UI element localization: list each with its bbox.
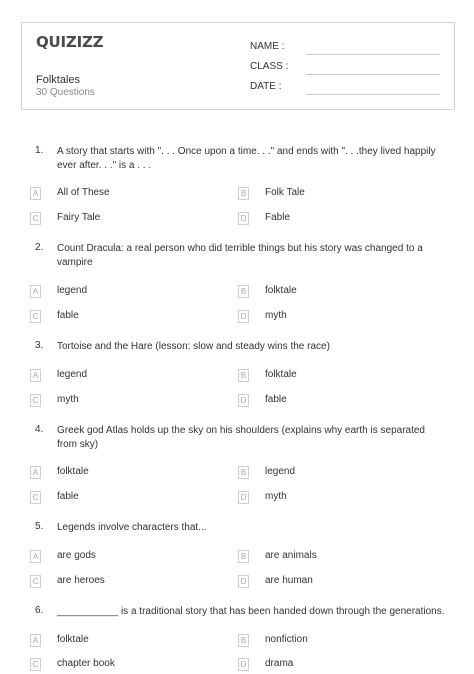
name-label: NAME :	[250, 41, 285, 52]
option-text: myth	[57, 394, 79, 405]
option-text: chapter book	[57, 658, 115, 669]
option-letter: A	[30, 634, 41, 647]
option-text: are human	[265, 575, 313, 586]
option-text: folktale	[57, 466, 89, 477]
question-number: 4.	[35, 424, 44, 435]
option-letter: B	[238, 634, 249, 647]
option-letter: D	[238, 575, 249, 588]
question-text: Count Dracula: a real person who did terrible things but his story was changed to a vampire	[57, 243, 423, 268]
question-number: 6.	[35, 605, 44, 616]
option-text: Fairy Tale	[57, 212, 101, 223]
option-text: fable	[265, 394, 287, 405]
class-label: CLASS :	[250, 61, 289, 72]
option-letter: C	[30, 491, 41, 504]
question-text: Greek god Atlas holds up the sky on his shoulders (explains why earth is separated from sky)	[57, 425, 425, 450]
name-line	[306, 54, 440, 55]
option-letter: C	[30, 575, 41, 588]
date-field[interactable]	[250, 81, 440, 95]
question-text: ___________ is a traditional story that has been handed down through the generations.	[57, 606, 445, 617]
option-letter: D	[238, 310, 249, 323]
date-label: DATE :	[250, 81, 282, 92]
option-text: folktale	[57, 634, 89, 645]
option-text: drama	[265, 658, 294, 669]
worksheet-header	[21, 22, 455, 110]
class-line	[306, 74, 440, 75]
option-letter: A	[30, 550, 41, 563]
question-text: Tortoise and the Hare (lesson: slow and steady wins the race)	[57, 341, 330, 352]
option-text: folktale	[265, 285, 297, 296]
question-text: A story that starts with ". . . Once upon a time. . ." and ends with ". . .they lived happily ever after. . ." is a . . .	[57, 146, 436, 171]
option-text: are heroes	[57, 575, 105, 586]
option-letter: A	[30, 466, 41, 479]
option-text: myth	[265, 491, 287, 502]
class-field[interactable]	[250, 61, 440, 75]
option-letter: D	[238, 394, 249, 407]
option-text: All of These	[57, 187, 110, 198]
option-text: legend	[57, 285, 88, 296]
option-text: Folk Tale	[265, 187, 305, 198]
option-text: legend	[57, 369, 88, 380]
option-letter: B	[238, 187, 249, 200]
question-number: 3.	[35, 340, 44, 351]
quizizz-logo: QUIZIZZ	[36, 33, 104, 51]
worksheet-title: Folktales	[36, 74, 81, 86]
question-number: 2.	[35, 242, 44, 253]
question-text: Legends involve characters that...	[57, 522, 207, 533]
question-count: 30 Questions	[36, 87, 95, 98]
option-text: are gods	[57, 550, 96, 561]
option-letter: A	[30, 285, 41, 298]
option-letter: A	[30, 187, 41, 200]
option-letter: B	[238, 550, 249, 563]
option-text: fable	[57, 491, 79, 502]
option-letter: A	[30, 369, 41, 382]
option-letter: C	[30, 658, 41, 671]
option-text: legend	[265, 466, 296, 477]
option-text: Fable	[265, 212, 291, 223]
option-letter: B	[238, 466, 249, 479]
option-text: myth	[265, 310, 287, 321]
option-letter: D	[238, 491, 249, 504]
option-letter: C	[30, 394, 41, 407]
question-number: 5.	[35, 521, 44, 532]
option-text: fable	[57, 310, 79, 321]
name-field[interactable]	[250, 41, 440, 55]
option-text: nonfiction	[265, 634, 308, 645]
option-letter: D	[238, 212, 249, 225]
option-text: are animals	[265, 550, 317, 561]
option-text: folktale	[265, 369, 297, 380]
option-letter: C	[30, 212, 41, 225]
option-letter: B	[238, 285, 249, 298]
option-letter: B	[238, 369, 249, 382]
date-line	[306, 94, 440, 95]
option-letter: C	[30, 310, 41, 323]
question-number: 1.	[35, 145, 44, 156]
option-letter: D	[238, 658, 249, 671]
